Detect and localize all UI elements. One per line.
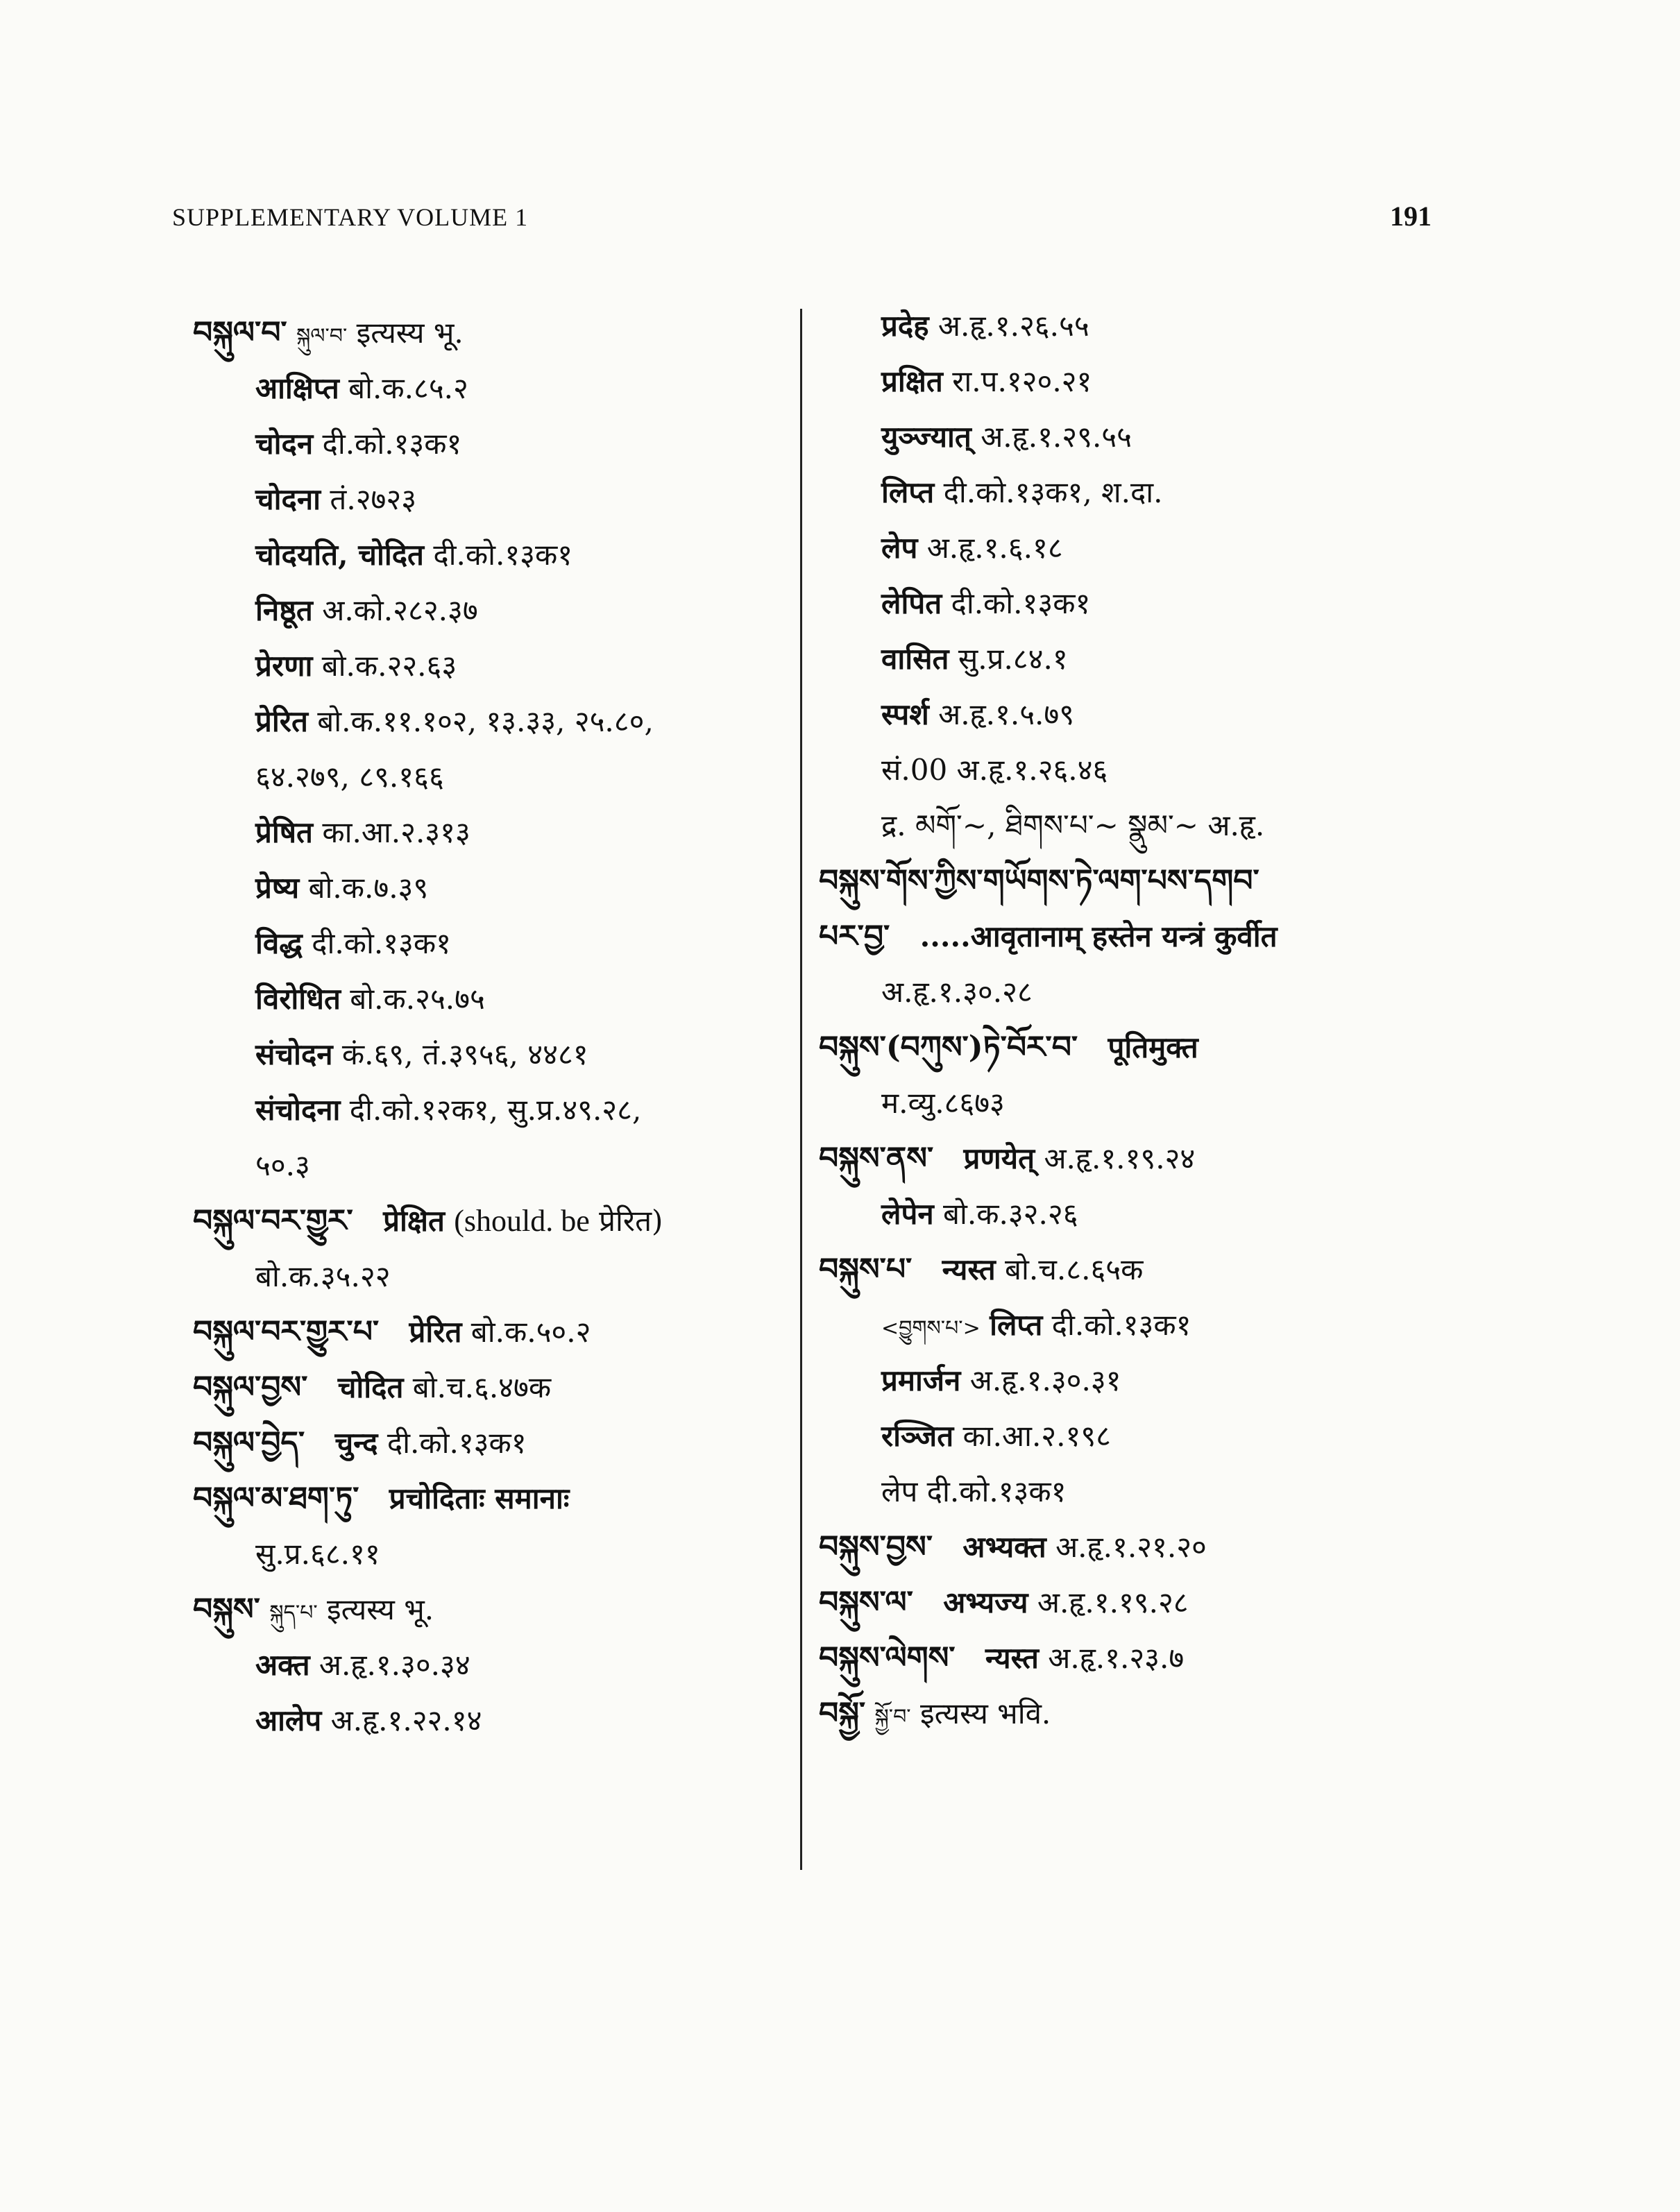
entry-line [193,1138,790,1193]
sanskrit-term: प्रेरणा [255,649,313,683]
sanskrit-term: पूतिमुक्त [1108,1030,1198,1064]
sanskrit-term: विरोधित [255,982,341,1016]
source-reference: अ.हृ.१.१९.२४ [1044,1141,1196,1175]
tibetan-headword: བསྐུལ་བར་གྱུར་ [193,1203,353,1239]
tibetan-headword: པར་བྱ་ [819,919,890,954]
entry-line [193,749,790,805]
tibetan-headword: བསྐུལ་བྱེད་ [193,1425,305,1461]
tibetan-headword: བསྐུས་ནས་ [819,1141,934,1176]
left-column [193,305,790,1749]
sanskrit-term: विद्ध [255,926,303,960]
tibetan-headword: བསྐུལ་བ་ [193,315,287,350]
sanskrit-term: चोदयति, चोदित [255,538,424,572]
sanskrit-term: अक्त [255,1648,310,1682]
entry-headword-line [193,1415,790,1471]
sanskrit-term: आलेप [255,1703,322,1737]
sanskrit-note: प्रेरित) [599,1204,663,1238]
entry-line [819,687,1443,742]
source-reference: बो.क.३२.२६ [943,1197,1078,1231]
entry-line [193,1526,790,1582]
source-reference: अ.हृ.१.२१.२० [1055,1530,1207,1564]
sanskrit-term: स्पर्श [881,697,929,731]
source-reference: बो.क.२५.७५ [350,982,485,1016]
sanskrit-term: निष्ठूत [255,593,313,627]
continuation-text: द्र. མགོ་~, ཐིགས་པ་~ སྣུམ་~ अ.हृ. [881,808,1265,842]
source-reference: अ.हृ.१.२९.५५ [981,420,1132,454]
sanskrit-term: चोदना [255,482,321,516]
entry-line [193,1082,790,1138]
source-reference: अ.को.२८२.३७ [322,593,478,627]
grammar-note: इत्यस्य भू. [327,1592,434,1626]
sanskrit-term: न्यस्त [942,1252,996,1286]
sanskrit-term: प्रेक्षित [383,1204,445,1238]
grammar-note: इत्यस्य भू. [356,316,464,350]
entry-headword-line [819,1575,1443,1631]
grammar-note: इत्यस्य भवि. [919,1696,1051,1730]
tibetan-headword: བསྐྱོ་ [819,1696,866,1731]
source-reference: दी.को.१३क१ [387,1426,527,1460]
sanskrit-term: प्रेषित [255,815,313,849]
running-head: SUPPLEMENTARY VOLUME 1 [172,203,529,231]
entry-line [819,1464,1443,1520]
entry-headword-line [193,1582,790,1637]
continuation-text: अ.हृ.१.३०.२८ [881,975,1033,1009]
entry-line [193,860,790,916]
entry-line [193,1027,790,1082]
tibetan-headword: བསྐུས་ལེགས་ [819,1640,956,1676]
source-reference: अ.हृ.१.३०.३१ [969,1363,1121,1397]
sanskrit-term: प्रणयेत् [963,1141,1035,1175]
entry-headword-line [193,1193,790,1249]
entry-line [819,964,1443,1020]
entry-line [819,1075,1443,1131]
source-reference: का.आ.२.१९८ [962,1419,1112,1453]
entry-line [819,409,1443,465]
sanskrit-term: लेपित [881,586,942,620]
source-reference: दी.को.१३क१ [1051,1308,1191,1342]
entry-headword-line [819,1020,1443,1075]
sanskrit-term: प्रेष्य [255,871,300,905]
source-reference: अ.हृ.१.२६.५५ [937,309,1089,343]
entry-line [819,1353,1443,1409]
sanskrit-term: आक्षिप्त [255,371,339,405]
entry-headword-line [193,1360,790,1415]
source-reference: तं.२७२३ [330,482,417,516]
entry-line [193,583,790,638]
continuation-text: ५०.३ [255,1148,310,1182]
source-reference: बो.क.८५.२ [348,371,468,405]
page-number: 191 [1390,201,1432,232]
sanskrit-term: .....आवृतानाम् हस्तेन यन्त्रं कुर्वीत [919,919,1278,953]
sanskrit-term: प्रदेह [881,309,929,343]
sanskrit-term: रञ्जित [881,1419,954,1453]
sanskrit-term: लेप [881,531,918,565]
entry-line [819,742,1443,798]
sanskrit-term: चोदित [337,1370,404,1404]
source-reference: दी.को.१३क१ [951,586,1091,620]
continuation-text: ६४.२७९, ८९.१६६ [255,760,444,794]
entry-headword-line [193,1471,790,1526]
entry-line [193,805,790,860]
tibetan-headword: བསྐུས་ [193,1592,260,1627]
tibetan-note: <བྱུགས་པ་> [881,1316,981,1341]
entry-line [819,798,1443,853]
entry-line [193,416,790,472]
continuation-text: म.व्यु.८६७३ [881,1086,1005,1120]
sanskrit-term: लेपेन [881,1197,934,1231]
entry-headword-line [193,305,790,361]
entry-headword-line [819,1686,1443,1742]
tibetan-verb-form: སྐུད་པ་ [269,1601,318,1625]
entry-headword-line [819,909,1443,964]
source-reference: दी.को.१३क१, श.दा. [943,475,1163,509]
tibetan-headword: བསྐུས་པ་ [819,1252,913,1287]
entry-line [819,465,1443,520]
source-reference: दी.को.१२क१, सु.प्र.४९.२८, [349,1093,642,1127]
sanskrit-term: संचोदन [255,1037,333,1071]
tibetan-headword: བསྐུས་ལ་ [819,1585,913,1620]
sanskrit-term: प्रेरित [409,1315,462,1349]
entry-headword-line [819,1242,1443,1298]
entry-line [193,1693,790,1749]
right-column [819,298,1443,1742]
entry-headword-line [819,853,1443,909]
source-reference: बो.च.८.६५क [1005,1252,1144,1286]
continuation-text: सु.प्र.६८.११ [255,1537,380,1571]
sanskrit-term: लिप्त [881,475,935,509]
continuation-text: लेप दी.को.१३क१ [881,1474,1067,1508]
column-divider [800,309,802,1870]
entry-line [819,298,1443,354]
sanskrit-term: लिप्त [990,1308,1043,1342]
page-header [172,200,1432,232]
entry-line [193,361,790,416]
source-reference: रा.प.१२०.२१ [952,364,1092,398]
sanskrit-term: संचोदना [255,1093,341,1127]
entry-line [193,971,790,1027]
source-reference: बो.क.११.१०२, १३.३३, २५.८०, [317,704,654,738]
entry-line [819,520,1443,576]
tibetan-headword: བསྐུལ་མ་ཐག་ཏུ་ [193,1481,359,1516]
tibetan-verb-form: སྐྱོ་བ་ [874,1705,911,1729]
sanskrit-term: प्रेरित [255,704,308,738]
source-reference: अ.हृ.१.२३.७ [1048,1641,1185,1675]
sanskrit-term: वासित [881,642,949,676]
tibetan-headword: བསྐུས་བྱས་ [819,1529,933,1565]
entry-headword-line [819,1131,1443,1186]
english-note: (should. be [454,1204,590,1238]
source-reference: अ.हृ.१.१९.२८ [1037,1585,1189,1619]
continuation-text: बो.क.३५.२२ [255,1259,391,1293]
source-reference: दी.को.१३क१ [312,926,451,960]
tibetan-headword: བསྐུལ་བར་གྱུར་པ་ [193,1314,380,1350]
source-reference: दी.को.१३क१ [322,427,462,461]
tibetan-headword: བསྐུས་གོས་ཀྱིས་གཡོགས་ཏེ་ལག་པས་དགབ་ [819,863,1259,899]
sanskrit-term: चोदन [255,427,314,461]
entry-line [819,354,1443,409]
entry-headword-line [819,1520,1443,1575]
sanskrit-term: प्रमार्जन [881,1363,961,1397]
sanskrit-term: प्रक्षित [881,364,943,398]
entry-line [819,576,1443,631]
sanskrit-term: प्रचोदिताः समानाः [389,1481,570,1515]
sanskrit-term: अभ्यज्य [943,1585,1028,1619]
source-reference: सु.प्र.८४.१ [958,642,1068,676]
entry-line [193,694,790,749]
source-reference: दी.को.१३क१ [433,538,573,572]
source-reference: कं.६९, तं.३९५६, ४४८१ [341,1037,588,1071]
source-reference: अ.हृ.१.६.१८ [926,531,1063,565]
entry-line [193,1249,790,1304]
tibetan-headword: བསྐུལ་བྱས་ [193,1370,308,1405]
sanskrit-term: अभ्यक्त [962,1530,1046,1564]
tibetan-headword: བསྐུས་(བཀུས་)ཏེ་བོར་བ་ [819,1030,1078,1065]
source-reference: का.आ.२.३१३ [322,815,470,849]
entry-line [193,638,790,694]
entry-line [819,1298,1443,1353]
entry-line [193,1637,790,1693]
sanskrit-term: न्यस्त [985,1641,1039,1675]
tibetan-verb-form: སྐུལ་བ་ [296,324,348,348]
entry-line [193,527,790,583]
entry-line [193,472,790,527]
entry-headword-line [819,1631,1443,1686]
sanskrit-term: युञ्ज्यात् [881,420,971,454]
continuation-text: सं.00 अ.हृ.१.२६.४६ [881,753,1108,787]
source-reference: अ.हृ.१.३०.३४ [319,1648,470,1682]
source-reference: बो.क.७.३९ [308,871,429,905]
source-reference: अ.हृ.१.५.७९ [938,697,1075,731]
entry-line [193,916,790,971]
source-reference: बो.क.२२.६३ [321,649,457,683]
source-reference: बो.च.६.४७क [412,1370,552,1404]
source-reference: अ.हृ.१.२२.१४ [330,1703,482,1737]
entry-line [819,1186,1443,1242]
sanskrit-term: चुन्द [334,1426,378,1460]
source-reference: बो.क.५०.२ [470,1315,591,1349]
entry-line [819,631,1443,687]
entry-line [819,1409,1443,1464]
entry-headword-line [193,1304,790,1360]
